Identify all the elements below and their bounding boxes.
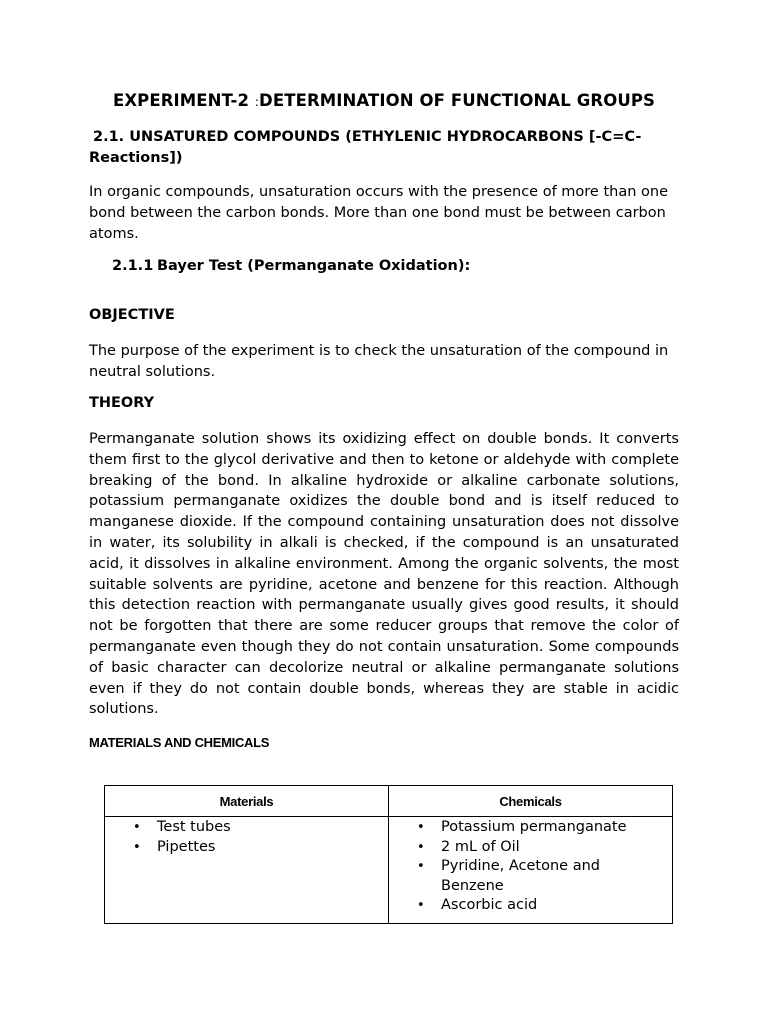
chemicals-list — [389, 817, 672, 916]
materials-list — [105, 817, 388, 857]
list-item-label: Pyridine, Acetone and Benzene — [441, 858, 600, 894]
list-item-label: Test tubes — [157, 819, 231, 835]
list-item — [417, 818, 672, 838]
table-header-row — [105, 786, 673, 817]
intro-paragraph: In organic compounds, unsaturation occurs with the presence of more than one bond between the carbon bonds. More than one bond must be between carbon atoms. — [89, 184, 669, 242]
list-item — [133, 818, 388, 838]
list-item-label: Potassium permanganate — [441, 819, 627, 835]
subsection-title: Bayer Test (Permanganate Oxidation): — [157, 258, 471, 274]
title-colon: : — [254, 95, 260, 109]
theory-heading: THEORY — [89, 395, 155, 411]
bullet-icon: • — [417, 859, 425, 874]
bullet-icon: • — [133, 839, 141, 855]
list-item-label: Pipettes — [157, 838, 216, 855]
list-item-label: 2 mL of Oil — [441, 838, 520, 855]
materials-column-header: Materials — [105, 786, 389, 817]
list-item — [417, 838, 672, 858]
document-title — [0, 91, 768, 110]
materials-chemicals-table — [104, 785, 673, 924]
bullet-icon: • — [417, 898, 425, 913]
table-row — [105, 817, 673, 924]
objective-heading: OBJECTIVE — [89, 307, 175, 323]
subsection-heading-bayer-test — [112, 258, 470, 274]
list-item — [417, 857, 672, 896]
bullet-icon: • — [417, 820, 425, 835]
title-experiment: EXPERIMENT-2 — [112, 91, 250, 110]
subsection-number: 2.1.1 — [112, 258, 154, 274]
chemicals-column-header: Chemicals — [389, 786, 673, 817]
theory-paragraph: Permanganate solution shows its oxidizing effect on double bonds. It converts them first to the glycol derivative and then to ketone or aldehyde with complete breaking of the bond. In alkaline hydroxide or alkaline carbonate solutions, potassium permanganate oxidizes the double bond and is itself reduced to manganese dioxide. If the compound containing unsaturation does not dissolve in water, its solubility in alkali is checked, if the compound is an unsaturated acid, it dissolves in alkaline environment. Among the organic solvents, the most suitable solvents are pyridine, acetone and benzene for this reaction. Although this detection reaction with permanganate usually gives good results, it should not be forgotten that there are some reducer groups that remove the color of permanganate even though they do not contain unsaturation. Some compounds of basic character can decolorize neutral or alkaline permanganate solutions even if they do not contain double bonds, whereas they are stable in acidic solutions. — [89, 431, 679, 718]
objective-paragraph: The purpose of the experiment is to check the unsaturation of the compound in neutral solutions. — [89, 343, 669, 380]
section-heading-unsaturated-compounds: 2.1. UNSATURED COMPOUNDS (ETHYLENIC HYDROCARBONS [-C=C-Reactions]) — [89, 129, 642, 166]
materials-heading: MATERIALS AND CHEMICALS — [89, 735, 270, 750]
list-item — [417, 896, 672, 916]
materials-cell — [105, 817, 389, 924]
list-item — [133, 838, 388, 858]
chemicals-cell — [389, 817, 673, 924]
title-rest: DETERMINATION OF FUNCTIONAL GROUPS — [259, 91, 656, 110]
list-item-label: Ascorbic acid — [441, 897, 538, 913]
bullet-icon: • — [417, 839, 425, 855]
bullet-icon: • — [133, 820, 141, 835]
